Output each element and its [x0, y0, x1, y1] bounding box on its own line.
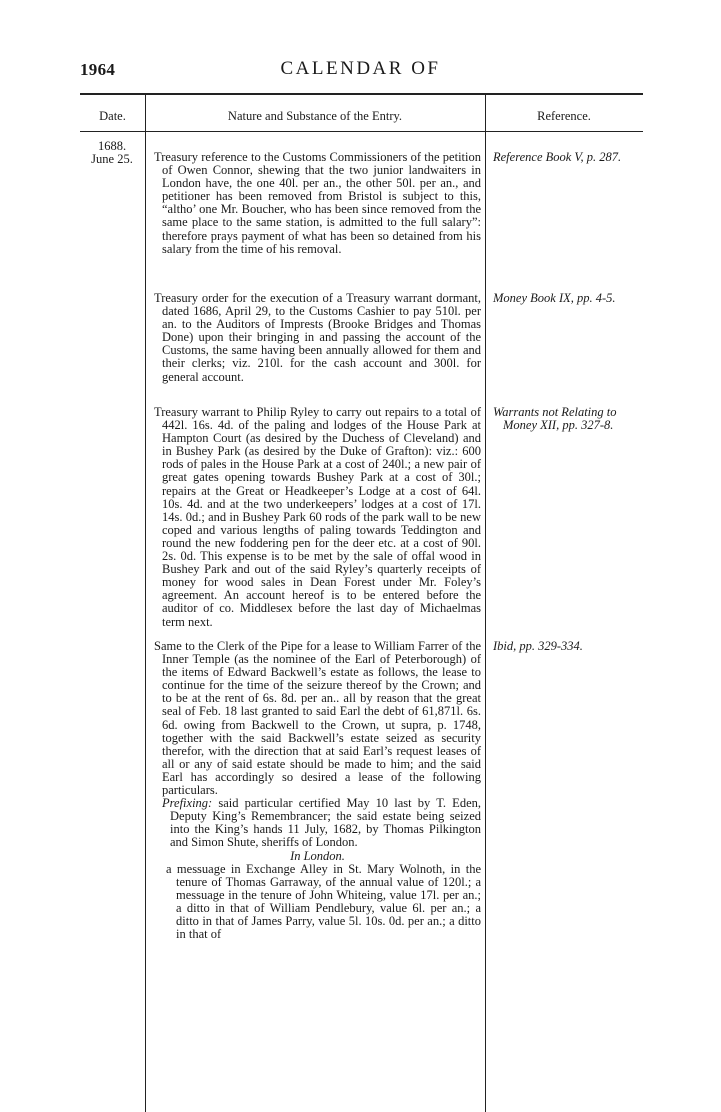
prefix-label: Prefixing:: [162, 796, 213, 811]
entry-4-text: [154, 640, 481, 941]
entry-4-item: a messuage in Exchange Alley in St. Mary Wolnoth, in the tenure of Thomas Garraway, of the annual value of 120l.; a messuage in the tenure of John Whiteing, value 17l. per an.; a ditto in that of William Pendlebury, value 6l. per an.; a ditto in that of James Parry, value 5l. 10s. 0d. per an.; a ditto in that of: [166, 861, 481, 942]
entry-2-paragraph: Treasury order for the execution of a Treasury warrant dormant, dated 1686, April 29, to the Customs Cashier to pay 510l. per an. to the Auditors of Imprests (Brooke Bridges and Thomas Done) upon their bringing in and passing the account of the Customs, the same having been annually allowed for them and their clerks; viz. 210l. for the cash account and 300l. for general account.: [154, 291, 481, 384]
entry-4-paragraph: Same to the Clerk of the Pipe for a lease to William Farrer of the Inner Temple (as the nominee of the Earl of Peterborough) of the items of Edward Backwell’s estate as follows, the lease to continue for the time of the seizure thereof by the Crown; and to be at the rent of 6s. 8d. per an.. all by reason that the great seal of Feb. 18 last granted to said Earl the debt of 61,871l. 6s. 6d. owing from Backwell to the Crown, ut supra, p. 1748, together with the said Backwell’s estate seized as security therefor, with the direction that at said Earl’s request leases of all or any of said estate should be made to him; and the said Earl has accordingly so desired a lease of the following particulars.: [154, 639, 481, 798]
table-top-rule: [80, 93, 643, 95]
page-number: 1964: [80, 60, 116, 79]
entry-date: [80, 140, 144, 166]
column-head-reference: Reference.: [537, 109, 591, 123]
entry-4-prefix: [154, 797, 481, 849]
entry-1-paragraph: Treasury reference to the Customs Commissioners of the petition of Owen Connor, shewing that the two junior landwaiters in London have, the one 40l. per an., the other 50l. per an., and petitioner has been removed from Bristol is subject to this, “altho’ one Mr. Boucher, who has been since removed from the same place to the same station, is admitted to the full salary”: therefore prays payment of what has been so detained from his salary from the time of his removal.: [154, 150, 481, 256]
entry-4-reference: Ibid, pp. 329-334.: [493, 639, 583, 653]
prefix-text: said particular certified May 10 last by T. Eden, Deputy King’s Remembrancer; the said estate being seized into the King’s hands 11 July, 1682, by Thomas Pilkington and Simon Shute, sheriffs of London.: [170, 796, 481, 850]
entry-2-reference: Money Book IX, pp. 4-5.: [493, 291, 616, 305]
date-day: June 25.: [91, 152, 133, 166]
column-head-entry: Nature and Substance of the Entry.: [227, 109, 403, 123]
entry-3-reference: Warrants not Relating to Money XII, pp. 327-8.: [493, 405, 617, 433]
entry-4-subheading: In London.: [290, 848, 345, 863]
date-year: 1688.: [97, 139, 127, 153]
running-title: CALENDAR OF: [280, 58, 441, 79]
column-head-date: Date.: [99, 109, 126, 123]
column-divider-reference: [485, 95, 486, 1112]
entry-2-text: [154, 292, 481, 384]
column-divider-date: [145, 95, 146, 1112]
table-header-rule: [80, 131, 643, 132]
entry-1-text: [154, 151, 481, 256]
entry-1-reference: Reference Book V, p. 287.: [493, 150, 622, 164]
entry-3-paragraph: Treasury warrant to Philip Ryley to carry out repairs to a total of 442l. 16s. 4d. of the paling and lodges of the House Park at Hampton Court (as desired by the Duchess of Cleveland) and in Bushey Park (as desired by the Duke of Grafton): viz.: 600 rods of pales in the House Park at a cost of 240l.; a new pair of great gates opening towards Bushey Park at a cost of 30l.; repairs at the Great or Headkeeper’s Lodge at a cost of 64l. 10s. 4d. and at the two underkeepers’ lodges at a cost of 17l. 14s. 0d.; and in Bushey Park 60 rods of the park wall to be new coped and various lengths of paling towards Teddington and round the new foddering pen for the deer etc. at a cost of 90l. 2s. 0d. This expense is to be met by the sale of offal wood in Bushey Park and out of the said Ryley’s quarterly receipts of money for wood sales in Dean Forest under Mr. Foley’s agreement. An account hereof is to be entered before the auditor of co. Middlesex before the last day of Michaelmas term next.: [154, 405, 481, 629]
entry-3-text: [154, 406, 481, 629]
